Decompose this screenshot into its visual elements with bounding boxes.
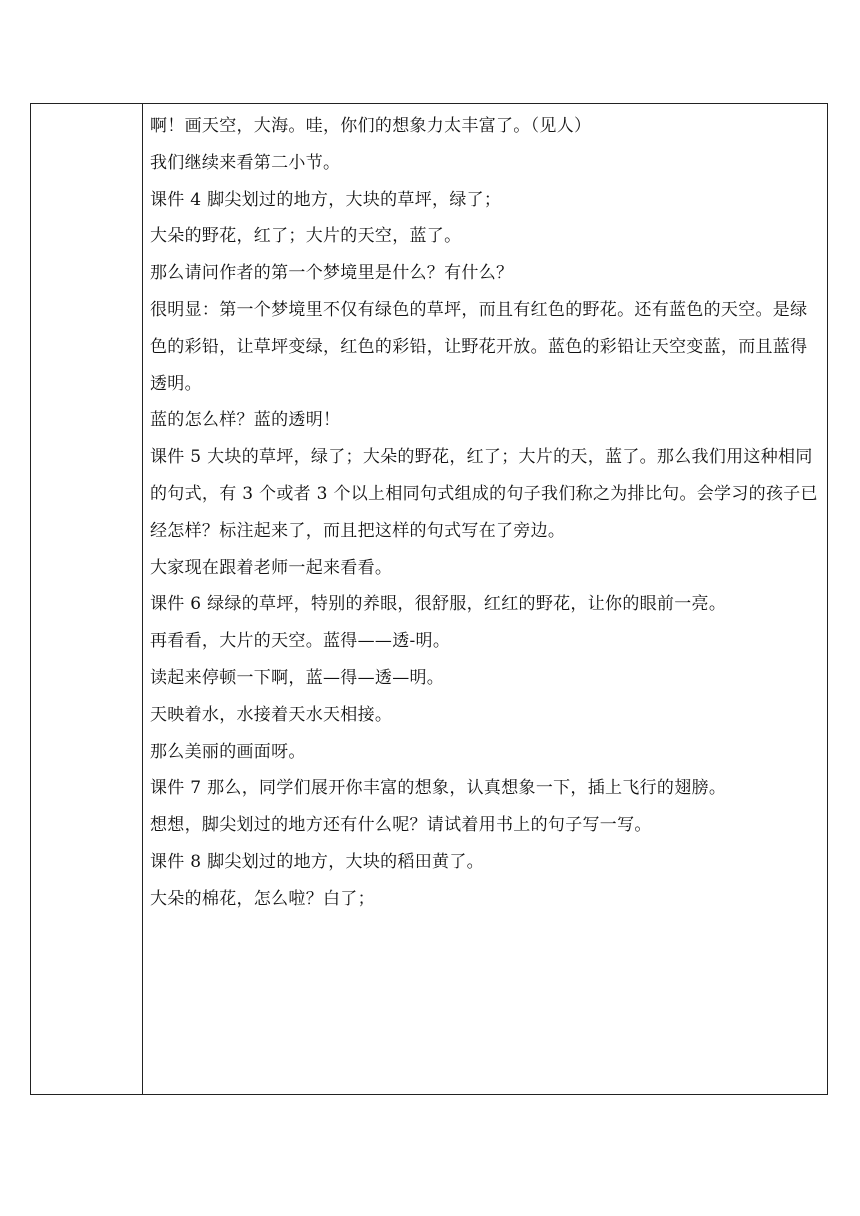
- paragraph: 大朵的棉花，怎么啦？白了；: [150, 888, 375, 909]
- table-left-cell: [31, 104, 143, 1094]
- table-content-cell: [143, 104, 827, 1094]
- paragraph: 课件 4 脚尖划过的地方，大块的草坪，绿了；: [150, 189, 502, 210]
- paragraph: 蓝的怎么样？蓝的透明！: [150, 410, 341, 431]
- paragraph: 课件 8 脚尖划过的地方，大块的稻田黄了。: [150, 851, 484, 872]
- paragraph: 课件 6 绿绿的草坪，特别的养眼，很舒服，红红的野花，让你的眼前一亮。: [150, 594, 727, 615]
- paragraph: 我们继续来看第二小节。: [150, 152, 341, 173]
- paragraph: 那么请问作者的第一个梦境里是什么？有什么？: [150, 263, 514, 284]
- paragraph: 那么美丽的画面呀。: [150, 741, 306, 762]
- paragraph: 啊！画天空，大海。哇，你们的想象力太丰富了。（见人）: [150, 116, 592, 136]
- paragraph: 大朵的野花，红了；大片的天空，蓝了。: [150, 226, 462, 247]
- paragraph: 天映着水，水接着天水天相接。: [150, 704, 393, 725]
- paragraph: 课件 7 那么，同学们展开你丰富的想象，认真想象一下，插上飞行的翅膀。: [150, 778, 727, 799]
- lesson-table: [30, 103, 828, 1095]
- paragraph: 大家现在跟着老师一起来看看。: [150, 557, 393, 578]
- paragraph: 再看看，大片的天空。蓝得——透-明。: [150, 631, 451, 652]
- paragraph: 读起来停顿一下啊，蓝—得—透—明。: [150, 667, 445, 688]
- paragraph: 想想，脚尖划过的地方还有什么呢？请试着用书上的句子写一写。: [150, 815, 652, 836]
- paragraph: 很明显：第一个梦境里不仅有绿色的草坪，而且有红色的野花。还有蓝色的天空。是绿色的彩铅，让草坪变绿，红色的彩铅，让野花开放。蓝色的彩铅让天空变蓝，而且蓝得透明。: [150, 299, 808, 394]
- paragraph: 课件 5 大块的草坪，绿了；大朵的野花，红了；大片的天，蓝了。那么我们用这种相同的句式，有 3 个或者 3 个以上相同句式组成的句子我们称之为排比句。会学习的孩子已经怎样？标注起来了，而且把这样的句式写在了旁边。: [150, 447, 818, 541]
